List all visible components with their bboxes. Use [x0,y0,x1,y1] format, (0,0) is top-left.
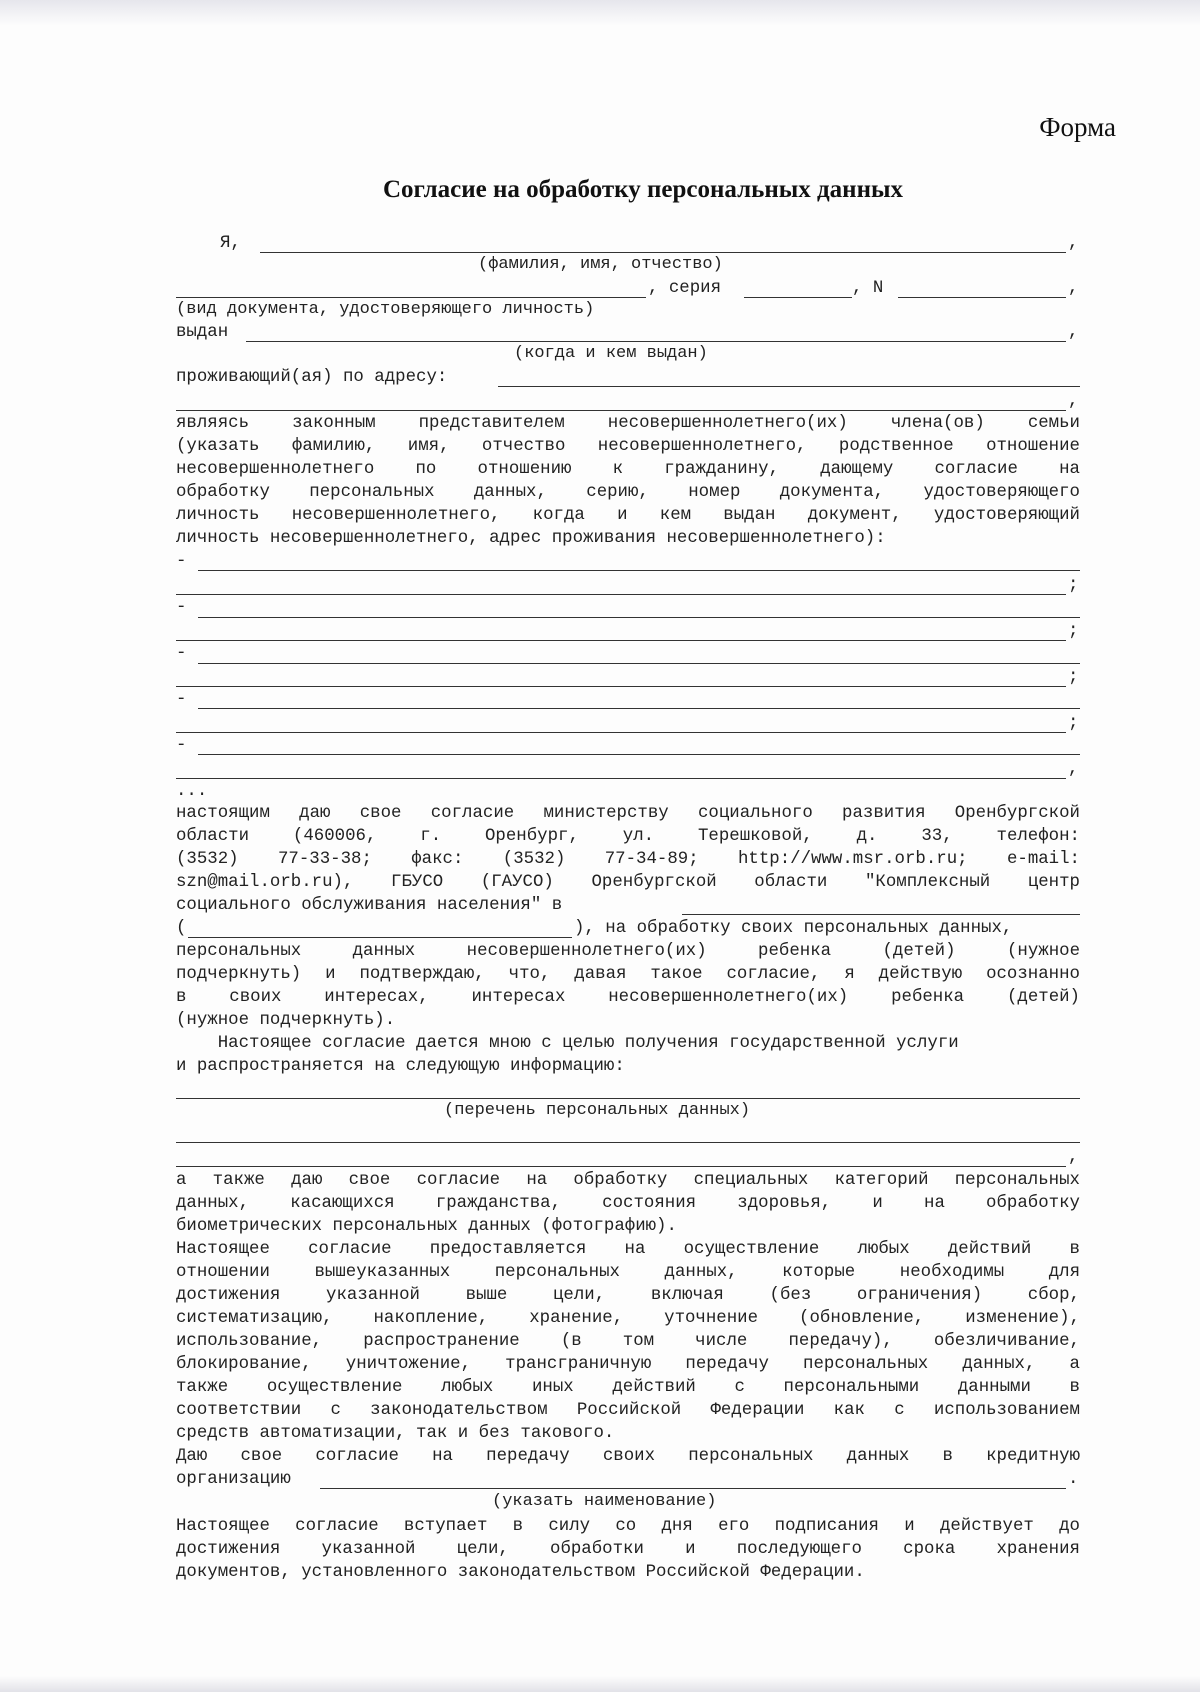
actions-line-9: средств автоматизации, так и без такового. [176,1424,615,1443]
consent-line-10: (нужное подчеркнуть). [176,1011,396,1030]
actions-line-8: соответствии с законодательством Российской Федерации как с использованием [176,1401,1080,1420]
form-label: Форма [1039,112,1116,142]
minor-1-dash: - [176,552,187,571]
fio-comma: , [1068,234,1079,253]
actions-line-6: блокирование, уничтожение, трансграничную передачу персональных данных, а [176,1355,1080,1374]
minor-2-line-1[interactable] [198,617,1080,618]
minor-5-line-1[interactable] [198,754,1080,755]
credit-period: . [1068,1470,1079,1489]
fio-field-line[interactable] [260,252,1066,253]
actions-line-4: систематизацию, накопление, хранение, уточнение (обновление, изменение), [176,1309,1080,1328]
consent-line-9: в своих интересах, интересах несовершеннолетнего(их) ребенка (детей) [176,988,1080,1007]
minor-3-semicolon: ; [1068,668,1079,687]
document-title: Согласие на обработку персональных данных [382,176,903,203]
consent-line-4: szn@mail.orb.ru), ГБУСО (ГАУСО) Оренбургской области "Комплексный центр [176,873,1080,892]
validity-line-1: Настоящее согласие вступает в силу со дня его подписания и действует до [176,1517,1080,1536]
doc-caption: (вид документа, удостоверяющего личность) [176,300,595,319]
address-field-line-1[interactable] [498,386,1080,387]
number-field-line[interactable] [898,297,1066,298]
actions-line-2: отношении вышеуказанных персональных данных, которые необходимы для [176,1263,1080,1282]
consent-line-8: подчеркнуть) и подтверждаю, что, давая такое согласие, я действую осознанно [176,965,1080,984]
credit-caption: (указать наименование) [492,1492,717,1511]
actions-line-7: также осуществление любых иных действий с персональными данными в [176,1378,1080,1397]
issued-caption: (когда и кем выдан) [514,344,708,363]
consent-line-2: области (460006, г. Оренбург, ул. Терешковой, д. 33, телефон: [176,827,1080,846]
actions-line-3: достижения указанной выше цели, включая (без ограничения) сбор, [176,1286,1080,1305]
minor-5-comma: , [1068,760,1079,779]
consent-line-7: персональных данных несовершеннолетнего(их) ребенка (детей) (нужное [176,942,1080,961]
special-line-1: а также даю свое согласие на обработку специальных категорий персональных [176,1171,1080,1190]
consent-paren-close: ), на обработку своих персональных данных, [574,919,1013,938]
minor-1-semicolon: ; [1068,576,1079,595]
minor-5-line-2[interactable] [176,778,1066,779]
minor-4-line-1[interactable] [198,708,1080,709]
center-name-field-line[interactable] [682,914,1080,915]
consent-line-3: (3532) 77-33-38; факс: (3532) 77-34-89; http://www.msr.orb.ru; e-mail: [176,850,1080,869]
scan-edge-top [0,0,1200,26]
address-comma: , [1068,392,1079,411]
rep-line-1: являясь законным представителем несовершеннолетнего(их) члена(ов) семьи [176,414,1080,433]
ya-label: Я, [220,234,241,253]
minor-3-dash: - [176,644,187,663]
minor-2-dash: - [176,598,187,617]
credit-org-field-line[interactable] [320,1488,1066,1489]
consent-center-label: социального обслуживания населения" в [176,896,563,915]
minor-1-line-1[interactable] [198,570,1080,571]
info-line-1: Настоящее согласие дается мною с целью получения государственной услуги [176,1034,959,1053]
rep-line-3: несовершеннолетнего по отношению к гражданину, дающему согласие на [176,460,1080,479]
minor-5-dash: - [176,736,187,755]
actions-line-5: использование, распространение (в том числе передачу), обезличивание, [176,1332,1080,1351]
consent-line-1: настоящим даю свое согласие министерству социального развития Оренбургской [176,804,1080,823]
issued-label: выдан [176,323,229,342]
minor-4-line-2[interactable] [176,732,1066,733]
minor-2-line-2[interactable] [176,640,1066,641]
minor-2-semicolon: ; [1068,622,1079,641]
scan-edge-bottom [0,1676,1200,1692]
validity-line-2: достижения указанной цели, обработки и последующего срока хранения [176,1540,1080,1559]
minor-4-semicolon: ; [1068,714,1079,733]
info-field-line-2[interactable] [176,1142,1080,1143]
credit-line-1: Даю свое согласие на передачу своих персональных данных в кредитную [176,1447,1080,1466]
info-line-2: и распространяется на следующую информацию: [176,1057,625,1076]
address-field-line-2[interactable] [176,410,1066,411]
info-caption: (перечень персональных данных) [444,1101,751,1120]
rep-line-5: личность несовершеннолетнего, когда и кем выдан документ, удостоверяющий [176,506,1080,525]
number-label: , N [852,279,884,298]
consent-paren-open: ( [176,919,187,938]
info-field-line-1[interactable] [176,1098,1080,1099]
issued-comma: , [1068,323,1079,342]
info-comma: , [1068,1148,1079,1167]
actions-line-1: Настоящее согласие предоставляется на осуществление любых действий в [176,1240,1080,1259]
seria-label: , серия [648,279,722,298]
minor-1-line-2[interactable] [176,594,1066,595]
special-line-3: биометрических персональных данных (фотографию). [176,1217,677,1236]
credit-org-label: организацию [176,1470,291,1489]
address-label: проживающий(ая) по адресу: [176,368,448,387]
number-comma: , [1068,279,1079,298]
rep-line-6: личность несовершеннолетнего, адрес проживания несовершеннолетнего): [176,529,886,548]
minor-ellipsis: ... [176,782,208,801]
issued-field-line[interactable] [246,341,1066,342]
minor-3-line-1[interactable] [198,663,1080,664]
fio-caption: (фамилия, имя, отчество) [478,255,723,274]
info-field-line-3[interactable] [176,1166,1066,1167]
center-name-field-line-2[interactable] [188,937,572,938]
rep-line-4: обработку персональных данных, серию, номер документа, удостоверяющего [176,483,1080,502]
rep-line-2: (указать фамилию, имя, отчество несовершеннолетнего, родственное отношение [176,437,1080,456]
validity-line-3: документов, установленного законодательством Российской Федерации. [176,1563,865,1582]
doc-type-field-line[interactable] [176,297,646,298]
special-line-2: данных, касающихся гражданства, состояния здоровья, и на обработку [176,1194,1080,1213]
seria-field-line[interactable] [744,297,852,298]
minor-4-dash: - [176,690,187,709]
minor-3-line-2[interactable] [176,686,1066,687]
